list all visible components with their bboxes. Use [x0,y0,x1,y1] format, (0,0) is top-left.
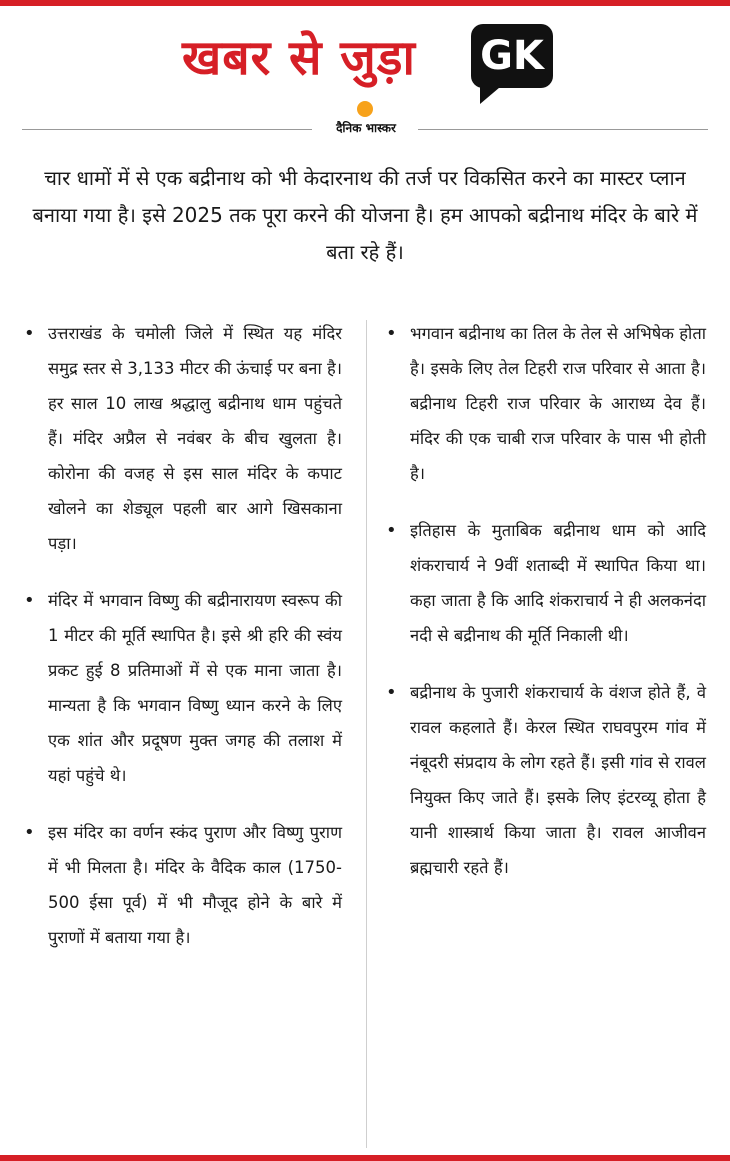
list-item-text: इस मंदिर का वर्णन स्कंद पुराण और विष्णु पुराण में भी मिलता है। मंदिर के वैदिक काल (1750-500 ईसा पूर्व) में भी मौजूद होने के बारे में पुराणों में बताया गया है। [48,823,342,947]
bullet-icon: • [386,520,397,541]
list-item [384,316,706,491]
gk-badge: GK [471,24,553,88]
brand-logo: दैनिक भास्कर [336,121,396,135]
left-column [22,316,342,977]
page-title: खबर से जुड़ा [182,30,416,86]
bullet-icon: • [24,822,35,843]
list-item [384,675,706,885]
list-item [22,815,342,955]
header [0,22,730,102]
brand-sun-icon [357,101,373,117]
bullet-icon: • [24,323,35,344]
list-item-text: इतिहास के मुताबिक बद्रीनाथ धाम को आदि शंकराचार्य ने 9वीं शताब्दी में स्थापित किया था। कहा जाता है कि आदि शंकराचार्य ने ही अलकनंदा नदी से बद्रीनाथ की मूर्ति निकाली थी। [410,521,706,645]
top-accent-bar [0,0,730,6]
list-item [22,316,342,561]
list-item-text: मंदिर में भगवान विष्णु की बद्रीनारायण स्वरूप की 1 मीटर की मूर्ति स्थापित है। इसे श्री हरि की स्वंय प्रकट हुई 8 प्रतिमाओं में से एक माना जाता है। मान्यता है कि भगवान विष्णु ध्यान करने के लिए एक शांत और प्रदूषण मुक्त जगह की तलाश में यहां पहुंचे थे। [48,591,342,785]
header-rule-right [418,129,708,130]
bullet-icon: • [24,590,35,611]
column-divider [366,320,367,1148]
bullet-icon: • [386,323,397,344]
bullet-icon: • [386,682,397,703]
intro-paragraph: चार धामों में से एक बद्रीनाथ को भी केदारनाथ की तर्ज पर विकसित करने का मास्टर प्लान बनाया गया है। इसे 2025 तक पूरा करने की योजना है। हम आपको बद्रीनाथ मंदिर के बारे में बता रहे हैं। [32,166,698,264]
bottom-accent-bar [0,1155,730,1161]
right-column [384,316,706,907]
speech-bubble-tail-icon [480,82,506,104]
list-item-text: भगवान बद्रीनाथ का तिल के तेल से अभिषेक होता है। इसके लिए तेल टिहरी राज परिवार से आता है। बद्रीनाथ टिहरी राज परिवार के आराध्य देव हैं। मंदिर की एक चाबी राज परिवार के पास भी होती है। [410,324,706,483]
list-item [22,583,342,793]
list-item-text: उत्तराखंड के चमोली जिले में स्थित यह मंदिर समुद्र स्तर से 3,133 मीटर की ऊंचाई पर बना है। हर साल 10 लाख श्रद्धालु बद्रीनाथ धाम पहुंचते हैं। मंदिर अप्रैल से नवंबर के बीच खुलता है। कोरोना की वजह से इस साल मंदिर के कपाट खोलने का शेड्यूल पहली बार आगे खिसकाना पड़ा। [48,324,342,553]
header-rule-left [22,129,312,130]
list-item [384,513,706,653]
list-item-text: बद्रीनाथ के पुजारी शंकराचार्य के वंशज होते हैं, वे रावल कहलाते हैं। केरल स्थित राघवपुरम गांव में नंबूदरी संप्रदाय के लोग रहते हैं। इसी गांव से रावल नियुक्त किए जाते हैं। इसके लिए इंटरव्यू होता है यानी शास्त्रार्थ किया जाता है। रावल आजीवन ब्रह्मचारी रहते हैं। [410,683,706,877]
